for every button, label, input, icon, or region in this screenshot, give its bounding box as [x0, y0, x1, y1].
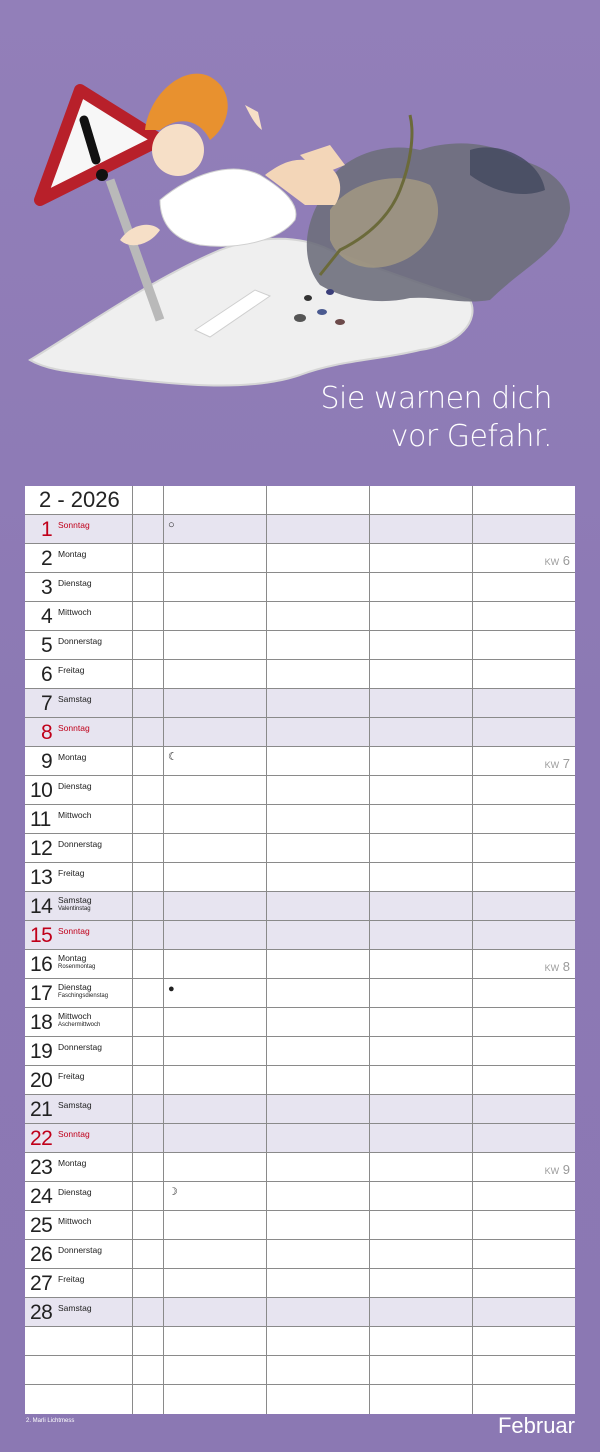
day-number: 11 — [30, 808, 51, 831]
weekday-name: Montag — [58, 1158, 87, 1168]
moon-phase-icon: ☾ — [168, 751, 178, 763]
weekday-name: Samstag — [58, 1303, 92, 1313]
empty-row[interactable] — [25, 1327, 575, 1356]
day-row[interactable] — [25, 689, 575, 718]
day-row[interactable] — [25, 979, 575, 1008]
quote-line-1: Sie warnen dich — [320, 381, 552, 416]
day-row[interactable] — [25, 1269, 575, 1298]
weekday-name: Sonntag — [58, 926, 90, 936]
day-number: 8 — [41, 721, 53, 744]
day-number: 4 — [41, 605, 53, 628]
weekday-name: Montag — [58, 752, 87, 762]
day-row[interactable] — [25, 892, 575, 921]
weekday-name: Mittwoch — [58, 1216, 92, 1226]
weekday-name: Donnerstag — [58, 839, 102, 849]
weekday-name: Dienstag — [58, 1187, 92, 1197]
day-row[interactable] — [25, 1008, 575, 1037]
day-number: 26 — [30, 1243, 53, 1266]
day-number: 28 — [30, 1301, 53, 1324]
day-row[interactable] — [25, 515, 575, 544]
calendar-week-label — [545, 1162, 570, 1177]
day-row[interactable] — [25, 718, 575, 747]
day-row[interactable] — [25, 776, 575, 805]
column-divider — [472, 486, 473, 1414]
weekday-name: Donnerstag — [58, 1042, 102, 1052]
day-number: 1 — [41, 518, 53, 541]
day-number: 23 — [30, 1156, 53, 1179]
empty-row[interactable] — [25, 1356, 575, 1385]
day-number: 10 — [30, 779, 53, 802]
day-row[interactable] — [25, 1095, 575, 1124]
day-number: 12 — [30, 837, 53, 860]
day-row[interactable] — [25, 1066, 575, 1095]
calendar-week-label — [545, 553, 570, 568]
month-year-label: 2 - 2026 — [39, 487, 120, 512]
day-number: 22 — [30, 1127, 53, 1150]
weekday-name: Sonntag — [58, 1129, 90, 1139]
weekday-name: Dienstag — [58, 982, 92, 992]
weekday-name: Freitag — [58, 1274, 85, 1284]
day-number: 6 — [41, 663, 53, 686]
weekday-name: Donnerstag — [58, 636, 102, 646]
calendar-quote — [292, 380, 552, 456]
weekday-name: Mittwoch — [58, 810, 92, 820]
day-row[interactable] — [25, 573, 575, 602]
calendar-week-prefix: KW — [544, 963, 560, 973]
calendar-grid — [25, 486, 575, 1414]
holiday-label: Aschermittwoch — [58, 1022, 101, 1028]
day-number: 27 — [30, 1272, 53, 1295]
calendar-header-row — [25, 486, 575, 515]
calendar-week-label — [545, 959, 570, 974]
holiday-label: Faschingsdienstag — [58, 993, 109, 999]
quote-line-2: vor Gefahr. — [390, 419, 552, 454]
day-row[interactable] — [25, 1153, 575, 1182]
day-number: 19 — [30, 1040, 53, 1063]
column-divider — [132, 486, 133, 1414]
day-row[interactable] — [25, 602, 575, 631]
weekday-name: Mittwoch — [58, 607, 92, 617]
weekday-name: Freitag — [58, 1071, 85, 1081]
day-number: 15 — [30, 924, 53, 947]
weekday-name: Montag — [58, 953, 87, 963]
holiday-label: Rosenmontag — [58, 964, 96, 970]
day-number: 18 — [30, 1011, 53, 1034]
day-row[interactable] — [25, 631, 575, 660]
day-row[interactable] — [25, 544, 575, 573]
empty-row[interactable] — [25, 1385, 575, 1414]
calendar-week-prefix: KW — [544, 557, 560, 567]
holiday-label: Valentinstag — [58, 906, 91, 912]
day-number: 24 — [30, 1185, 53, 1208]
weekday-name: Sonntag — [58, 723, 90, 733]
moon-phase-icon: ○ — [168, 519, 175, 531]
weekday-name: Donnerstag — [58, 1245, 102, 1255]
day-row[interactable] — [25, 863, 575, 892]
day-number: 16 — [30, 953, 53, 976]
day-row[interactable] — [25, 747, 575, 776]
day-number: 5 — [41, 634, 53, 657]
moon-phase-icon: ● — [168, 983, 175, 995]
day-row[interactable] — [25, 1037, 575, 1066]
weekday-name: Mittwoch — [58, 1011, 92, 1021]
day-number: 14 — [30, 895, 53, 918]
day-row[interactable] — [25, 950, 575, 979]
calendar-week-prefix: KW — [544, 760, 560, 770]
day-number: 21 — [30, 1098, 53, 1121]
calendar-week-prefix: KW — [544, 1166, 560, 1176]
weekday-name: Dienstag — [58, 578, 92, 588]
day-number: 25 — [30, 1214, 53, 1237]
day-row[interactable] — [25, 1298, 575, 1327]
day-number: 20 — [30, 1069, 53, 1092]
calendar-week-number: 8 — [562, 959, 570, 974]
day-number: 7 — [41, 692, 53, 715]
weekday-name: Samstag — [58, 1100, 92, 1110]
weekday-name: Sonntag — [58, 520, 90, 530]
weekday-name: Freitag — [58, 868, 85, 878]
weekday-name: Samstag — [58, 895, 92, 905]
day-row[interactable] — [25, 805, 575, 834]
copyright-note: 2. Marli Lichtmess — [26, 1418, 75, 1424]
day-number: 13 — [30, 866, 53, 889]
weekday-name: Dienstag — [58, 781, 92, 791]
day-row[interactable] — [25, 834, 575, 863]
column-divider — [266, 486, 267, 1414]
weekday-name: Samstag — [58, 694, 92, 704]
day-row[interactable] — [25, 660, 575, 689]
weekday-name: Freitag — [58, 665, 85, 675]
day-number: 3 — [41, 576, 53, 599]
column-divider — [163, 486, 164, 1414]
month-name: Februar — [497, 1413, 575, 1438]
calendar-week-number: 6 — [562, 553, 570, 568]
calendar-week-label — [545, 756, 570, 771]
day-row[interactable] — [25, 1124, 575, 1153]
calendar-week-number: 7 — [562, 756, 570, 771]
day-row[interactable] — [25, 1211, 575, 1240]
day-number: 17 — [30, 982, 53, 1005]
day-number: 9 — [41, 750, 53, 773]
column-divider — [369, 486, 370, 1414]
weekday-name: Montag — [58, 549, 87, 559]
day-row[interactable] — [25, 921, 575, 950]
day-number: 2 — [41, 547, 53, 570]
day-row[interactable] — [25, 1240, 575, 1269]
day-row[interactable] — [25, 1182, 575, 1211]
moon-phase-icon: ☽ — [168, 1186, 178, 1198]
calendar-week-number: 9 — [562, 1162, 570, 1177]
